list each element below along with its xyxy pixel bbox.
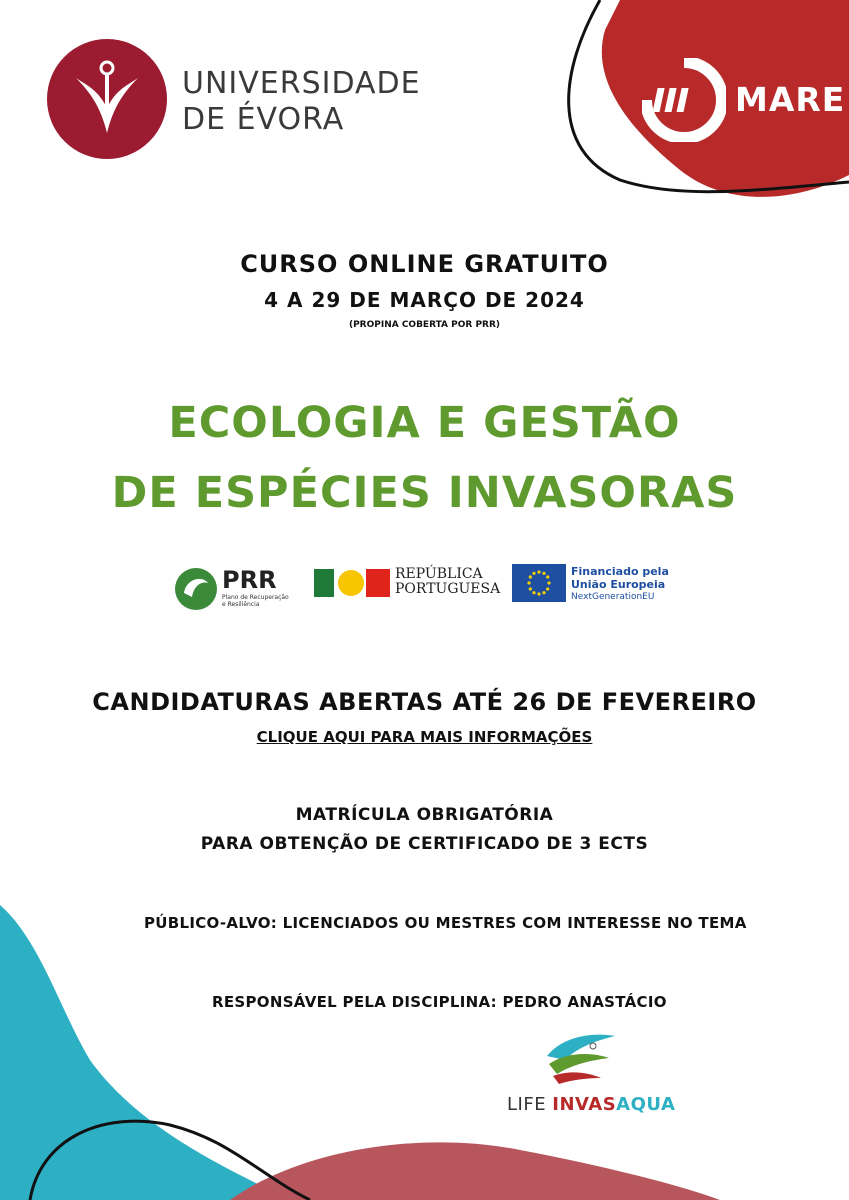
universidade-evora-emblem-icon bbox=[46, 38, 168, 160]
rose-blob-shape bbox=[230, 1142, 720, 1200]
eu-line2: União Europeia bbox=[571, 578, 666, 591]
aqua-text: AQUA bbox=[616, 1094, 676, 1115]
enrollment-line1: MATRÍCULA OBRIGATÓRIA bbox=[295, 805, 554, 825]
eu-flag-icon bbox=[512, 564, 566, 602]
mare-label: MARE bbox=[735, 80, 846, 119]
course-title-line1: ECOLOGIA E GESTÃO bbox=[168, 398, 681, 448]
life-invasaqua-fish-icon bbox=[543, 1026, 619, 1084]
course-dates: 4 A 29 DE MARÇO DE 2024 bbox=[264, 288, 585, 312]
university-name-line1: UNIVERSIDADE bbox=[182, 66, 421, 101]
course-type: CURSO ONLINE GRATUITO bbox=[240, 250, 609, 278]
course-responsible: RESPONSÁVEL PELA DISCIPLINA: PEDRO ANASTÁCIO bbox=[212, 993, 667, 1011]
prr-logo-icon bbox=[174, 567, 218, 611]
eu-line1: Financiado pela bbox=[571, 565, 669, 578]
course-note: (PROPINA COBERTA POR PRR) bbox=[348, 320, 501, 330]
republica-portuguesa-flag-icon bbox=[314, 569, 390, 597]
eu-line3: NextGenerationEU bbox=[571, 592, 655, 602]
prr-subtitle-2: e Resiliência bbox=[222, 601, 260, 608]
applications-deadline: CANDIDATURAS ABERTAS ATÉ 26 DE FEVEREIRO bbox=[92, 688, 757, 716]
course-title-line2: DE ESPÉCIES INVASORAS bbox=[111, 468, 738, 518]
mare-logo-icon bbox=[642, 58, 726, 142]
prr-subtitle-1: Plano de Recuperação bbox=[222, 594, 289, 601]
life-invasaqua-label bbox=[507, 1094, 675, 1115]
life-text: LIFE bbox=[507, 1094, 553, 1115]
teal-blob-shape bbox=[0, 905, 290, 1200]
university-name-line2: DE ÉVORA bbox=[182, 102, 345, 137]
target-audience: PÚBLICO-ALVO: LICENCIADOS OU MESTRES COM INTERESSE NO TEMA bbox=[144, 914, 747, 932]
enrollment-line2: PARA OBTENÇÃO DE CERTIFICADO DE 3 ECTS bbox=[200, 834, 649, 854]
republica-line2: PORTUGUESA bbox=[395, 581, 501, 597]
invas-text: INVAS bbox=[552, 1094, 617, 1115]
prr-label: PRR bbox=[222, 566, 277, 594]
more-info-link[interactable]: CLIQUE AQUI PARA MAIS INFORMAÇÕES bbox=[256, 728, 593, 746]
republica-line1: REPÚBLICA bbox=[395, 566, 483, 582]
